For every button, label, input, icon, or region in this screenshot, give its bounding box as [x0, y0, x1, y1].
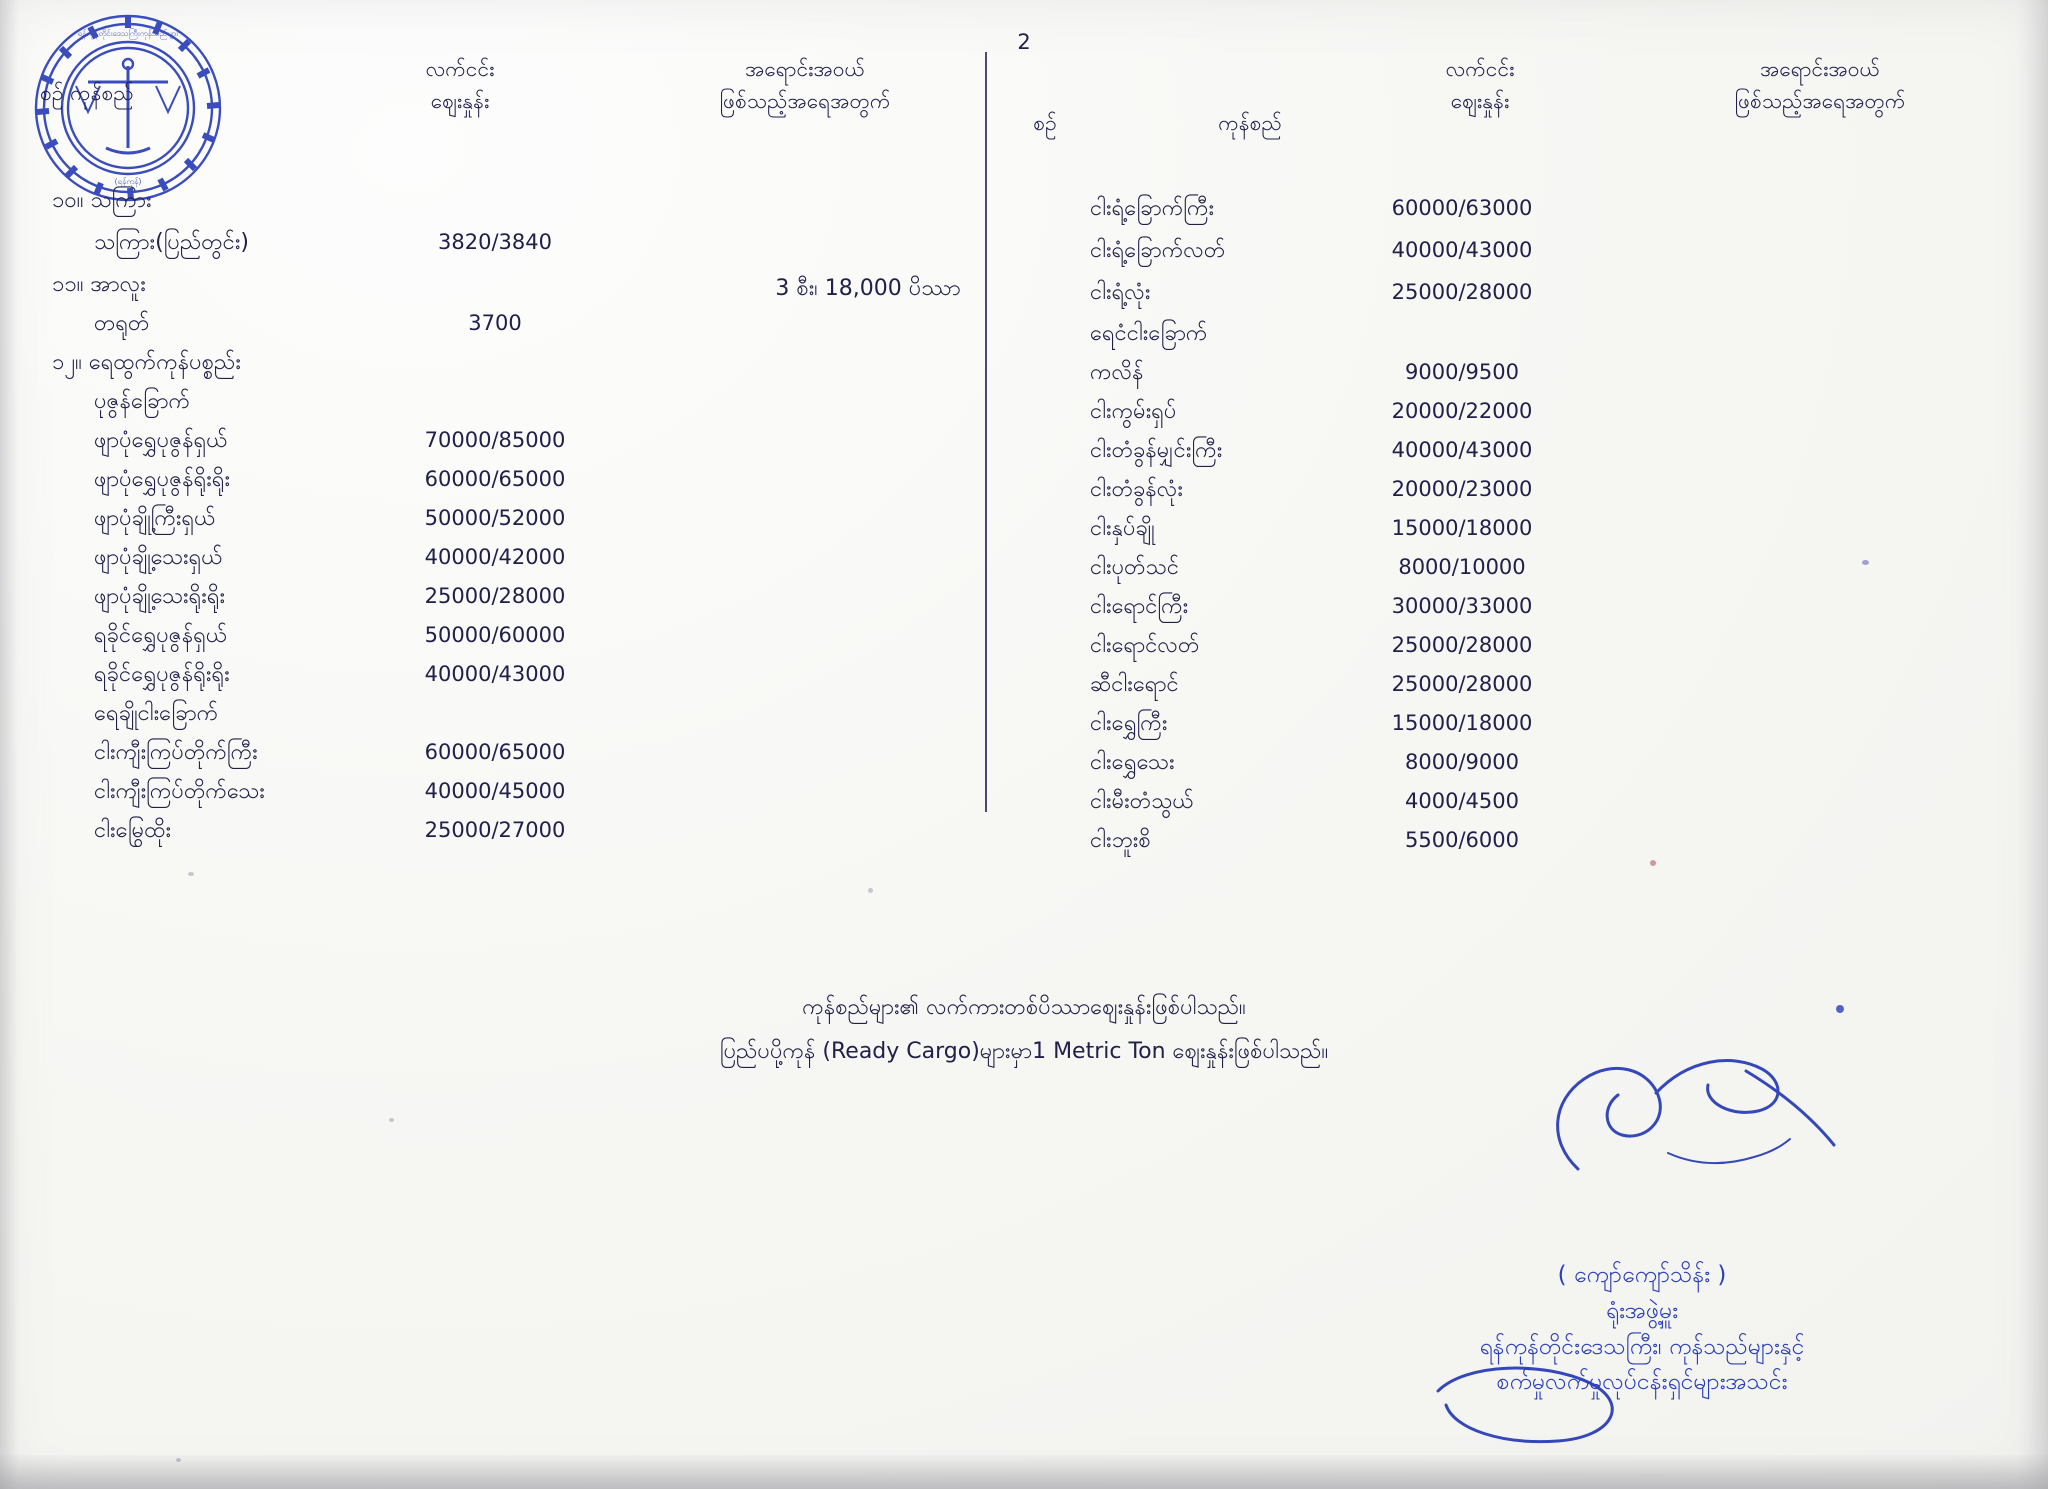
table-row: ရခိုင်ရွှေပုဇွန်ရှယ် [94, 623, 228, 648]
signature-org-line1: ရန်ကုန်တိုင်းဒေသကြီး၊ ကုန်သည်များနှင့် [1479, 1333, 1805, 1360]
left-header-qty-line2: ဖြစ်သည့်အရေအတွက် [719, 88, 891, 113]
left-header-price-line1: လက်ငင်း [425, 57, 495, 81]
table-row: ဖျာပုံချို့ကြီးရှယ် [94, 506, 216, 531]
table-row: ၁၁။ အာလူး [52, 272, 146, 297]
table-row: ငါးပုတ်သင် [1090, 555, 1180, 580]
table-row: ဖျာပုံချို့သေးရိုးရိုး [94, 584, 226, 609]
table-cell-price: 50000/60000 [424, 623, 566, 647]
table-row: ငါးရောင်ကြီး [1090, 594, 1189, 619]
table-row: ၁၂။ ရေထွက်ကုန်ပစ္စည်း [52, 350, 241, 375]
table-row: ငါးကျီးကြပ်တိုက်ကြီး [94, 740, 258, 765]
signature-block [1272, 1258, 2012, 1401]
table-row: ငါးရွှေကြီး [1090, 711, 1168, 736]
table-cell-price: 15000/18000 [1391, 711, 1533, 735]
table-cell-price: 3820/3840 [438, 230, 552, 254]
right-header-price-line2: ဈေးနှုန်း [1450, 88, 1510, 113]
table-cell-price: 8000/9000 [1405, 750, 1519, 774]
table-cell-price: 25000/28000 [1391, 280, 1533, 304]
table-row: ငါးရံ့ခြောက်ကြီး [1090, 196, 1215, 221]
table-row: ငါးကွမ်းရှပ် [1090, 399, 1177, 424]
table-cell-price: 60000/63000 [1391, 196, 1533, 220]
page-edge-right [2018, 0, 2048, 1489]
table-row: သကြား(ပြည်တွင်း) [94, 230, 250, 255]
right-header-item: ကုန်စည် [1218, 111, 1282, 135]
footnote-2: ပြည်ပပို့ကုန် (Ready Cargo)များမှာ1 Metric Ton ဈေးနှုန်းဖြစ်ပါသည်။ [719, 1039, 1329, 1064]
table-cell-price: 3700 [468, 311, 522, 335]
signature-title: ရုံးအဖွဲ့မှူး [1605, 1298, 1679, 1325]
table-row: ၁၀။ သကြား [52, 188, 152, 213]
table-cell-price: 60000/65000 [424, 740, 566, 764]
table-cell-price: 20000/23000 [1391, 477, 1533, 501]
table-cell-price: 40000/45000 [424, 779, 566, 803]
table-row: ငါးရံ့ခြောက်လတ် [1090, 238, 1226, 263]
table-cell-price: 25000/27000 [424, 818, 566, 842]
table-cell-price: 4000/4500 [1405, 789, 1519, 813]
table-row: ငါးရံ့လုံး [1090, 280, 1151, 305]
signature-org-line2: စက်မှုလက်မှုလုပ်ငန်းရှင်များအသင်း [1496, 1369, 1788, 1396]
table-cell-price: 9000/9500 [1405, 360, 1519, 384]
page-number: 2 [1017, 30, 1031, 54]
table-cell-qty: 3 စီး၊ 18,000 ပိဿာ [775, 276, 961, 301]
table-cell-price: 40000/43000 [424, 662, 566, 686]
table-row: ငါးမီးတံသွယ် [1090, 789, 1194, 814]
table-row: ငါးမြွေထိုး [94, 818, 172, 843]
column-divider [985, 52, 987, 812]
table-row: ပုဇွန်ခြောက် [94, 389, 191, 414]
signature-mark [1518, 1049, 1878, 1189]
scan-speck [389, 1118, 394, 1122]
table-cell-price: 40000/43000 [1391, 438, 1533, 462]
scan-speck [868, 888, 873, 893]
table-row: ဆီငါးရောင် [1090, 672, 1179, 697]
page-edge-bottom [0, 1455, 2048, 1489]
table-cell-price: 25000/28000 [1391, 672, 1533, 696]
table-cell-price: 70000/85000 [424, 428, 566, 452]
table-cell-price: 40000/42000 [424, 545, 566, 569]
table-cell-price: 30000/33000 [1391, 594, 1533, 618]
table-cell-price: 15000/18000 [1391, 516, 1533, 540]
table-row: ကလိန် [1090, 360, 1144, 385]
scan-speck [1650, 860, 1656, 866]
right-header-price-line1: လက်ငင်း [1445, 57, 1515, 81]
footnote-1: ကုန်စည်များ၏ လက်ကားတစ်ပိဿာဈေးနှုန်းဖြစ်ပါသည်။ [802, 995, 1246, 1020]
signature-name: ( ကျော်ကျော်သိန်း ) [1557, 1262, 1727, 1289]
table-row: ရခိုင်ရွှေပုဇွန်ရိုးရိုး [94, 662, 230, 687]
table-cell-price: 50000/52000 [424, 506, 566, 530]
table-row: ရေငံငါးခြောက် [1090, 321, 1208, 346]
table-cell-price: 20000/22000 [1391, 399, 1533, 423]
left-header-qty-line1: အရောင်းအဝယ် [745, 57, 865, 81]
table-row: ငါးကျီးကြပ်တိုက်သေး [94, 779, 265, 804]
table-row: ငါးတံခွန်လုံး [1090, 477, 1183, 502]
scan-speck [1836, 1005, 1844, 1013]
right-header-qty-line1: အရောင်းအဝယ် [1760, 57, 1880, 81]
svg-text:ရန်ကုန်တိုင်းဒေသကြီးကုန်သည်မျာ: ရန်ကုန်တိုင်းဒေသကြီးကုန်သည်များ [77, 29, 179, 38]
table-row: ငါးရောင်လတ် [1090, 633, 1200, 658]
table-row: ငါးတံခွန်မျှင်းကြီး [1090, 438, 1223, 463]
table-row: ဖျာပုံချို့သေးရှယ် [94, 545, 223, 570]
table-cell-price: 40000/43000 [1391, 238, 1533, 262]
right-header-qty-line2: ဖြစ်သည့်အရေအတွက် [1734, 88, 1906, 113]
table-row: ဖျာပုံရွှေပုဇွန်ရှယ် [94, 428, 228, 453]
table-cell-price: 8000/10000 [1398, 555, 1526, 579]
scan-speck [188, 872, 194, 876]
table-row: ငါးနှပ်ချို [1090, 516, 1155, 541]
table-cell-price: 25000/28000 [424, 584, 566, 608]
table-row: ငါးဘူးစိ [1090, 828, 1151, 853]
table-row: တရုတ် [94, 311, 150, 336]
svg-text:(ရန်ကုန်): (ရန်ကုန်) [114, 177, 142, 186]
left-header-item: စဉ် ကုန်စည် [40, 81, 134, 105]
table-cell-price: 25000/28000 [1391, 633, 1533, 657]
scan-speck [1862, 560, 1869, 565]
table-cell-price: 5500/6000 [1405, 828, 1519, 852]
table-cell-price: 60000/65000 [424, 467, 566, 491]
table-row: ငါးရွှေသေး [1090, 750, 1175, 775]
right-header-no: စဉ် [1033, 111, 1057, 135]
page-edge-left [0, 0, 18, 1489]
left-header-price-line2: ဈေးနှုန်း [430, 88, 490, 113]
scan-speck [176, 1458, 181, 1462]
table-row: ရေချိုငါးခြောက် [94, 701, 219, 726]
table-row: ဖျာပုံရွှေပုဇွန်ရိုးရိုး [94, 467, 231, 492]
